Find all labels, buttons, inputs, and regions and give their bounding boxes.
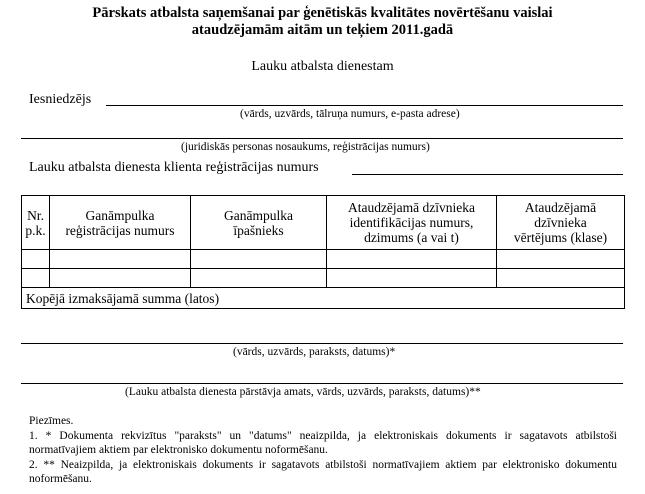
header-animal-id-line2: identifikācijas numurs, [349,215,474,230]
header-herd-registration-line1: Ganāmpulka [85,207,155,223]
form-title-line-2: ataudzējamām aitām un teķiem 2011.gadā [191,22,454,38]
table-row [22,250,625,269]
total-label: Kopējā izmaksājamā summa (latos) [22,288,625,309]
table-cell[interactable] [191,250,327,269]
notes-heading: Piezīmes. [29,415,74,427]
header-animal-evaluation-line2: dzīvnieka [534,215,587,230]
official-signature-line[interactable] [21,383,623,384]
header-animal-id [327,196,497,250]
legal-entity-hint: (juridiskās personas nosaukums, reģistrācijas numurs) [181,141,430,153]
note-2: 2. ** Neaizpilda, ja elektroniskais dokuments ir sagatavots atbilstoši normatīvajiem aktiem par elektronisko dokumentu noformēšanu. [29,458,617,485]
table-cell[interactable] [50,250,191,269]
table-cell[interactable] [327,250,497,269]
applicant-signature-hint: (vārds, uzvārds, paraksts, datums)* [233,346,396,358]
header-animal-id-line1: Ataudzējamā dzīvnieka [347,200,476,215]
applicant-hint: (vārds, uzvārds, tālruņa numurs, e-pasta adrese) [240,108,460,120]
header-animal-evaluation-line1: Ataudzējamā [524,200,597,215]
legal-entity-field-line[interactable] [21,138,623,139]
header-herd-owner-line2: īpašnieks [233,222,284,238]
table-cell[interactable] [22,269,50,288]
table-cell[interactable] [497,269,625,288]
header-nr-line1: Nr. [27,207,44,223]
header-animal-evaluation-line3: vērtējums (klase) [513,230,608,245]
header-herd-owner [191,196,327,250]
recipient: Lauku atbalsta dienestam [251,59,394,74]
applicant-field-line[interactable] [106,105,623,106]
header-nr [22,196,50,250]
applicant-signature-line[interactable] [21,343,623,344]
table-cell[interactable] [497,250,625,269]
client-number-label: Lauku atbalsta dienesta klienta reģistrācijas numurs [29,160,319,175]
table-cell[interactable] [22,250,50,269]
table-cell[interactable] [50,269,191,288]
header-herd-registration-line2: reģistrācijas numurs [65,222,175,238]
header-herd-registration [50,196,191,250]
table-row [22,269,625,288]
applications-table [21,195,625,309]
header-animal-id-line3: dzimums (a vai t) [364,230,459,245]
client-number-field-line[interactable] [352,174,623,175]
header-herd-owner-line1: Ganāmpulka [224,207,293,223]
applicant-label: Iesniedzējs [29,92,92,107]
table-header-row [22,196,625,250]
note-1: 1. * Dokumenta rekvizītus "paraksts" un "datums" neaizpilda, ja elektroniskais dokuments ir sagatavots atbilstoši normatīvajiem aktiem par elektronisko dokumentu noformēšanu. [29,429,617,456]
table-total-row [22,288,625,309]
table-cell[interactable] [191,269,327,288]
form-title-line-1: Pārskats atbalsta saņemšanai par ģenētiskās kvalitātes novērtēšanu vaislai [92,5,553,21]
table-cell[interactable] [327,269,497,288]
notes [29,414,617,487]
official-signature-hint: (Lauku atbalsta dienesta pārstāvja amats, vārds, uzvārds, paraksts, datums)** [125,386,481,398]
header-nr-line2: p.k. [25,222,46,238]
header-animal-evaluation [497,196,625,250]
